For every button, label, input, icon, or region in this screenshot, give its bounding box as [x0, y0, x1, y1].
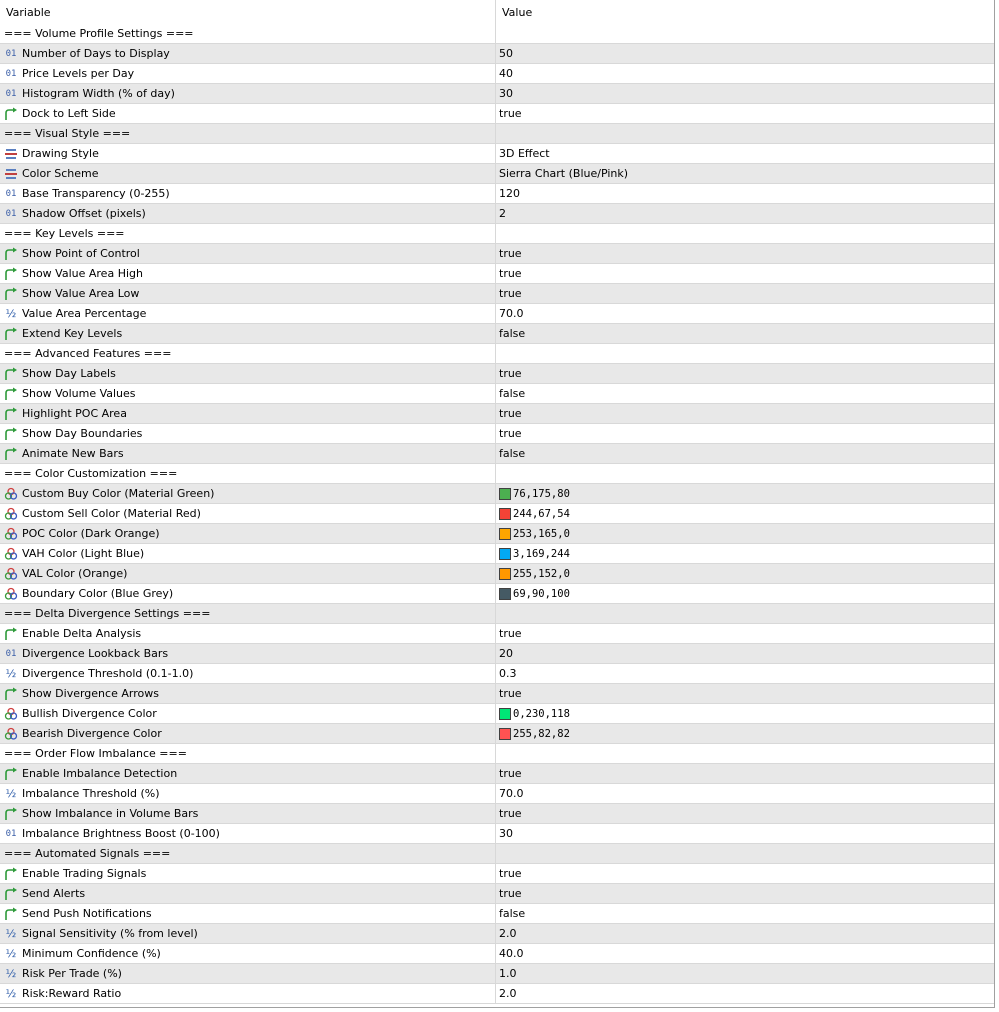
variable-cell — [0, 164, 496, 183]
value-cell[interactable] — [496, 144, 994, 163]
input-row[interactable] — [0, 204, 994, 224]
variable-label: Histogram Width (% of day) — [22, 86, 175, 100]
double-type-icon: ½ — [5, 986, 17, 1000]
value-cell[interactable] — [496, 84, 994, 103]
input-row[interactable] — [0, 504, 994, 524]
variable-cell — [0, 204, 496, 223]
input-row[interactable] — [0, 144, 994, 164]
value-text[interactable]: 70.0 — [499, 306, 524, 320]
input-row[interactable] — [0, 964, 994, 984]
variable-cell — [0, 804, 496, 823]
input-row[interactable] — [0, 44, 994, 64]
variable-cell — [0, 64, 496, 83]
value-cell — [496, 604, 994, 623]
variable-label: === Delta Divergence Settings === — [4, 606, 211, 620]
variable-label: VAH Color (Light Blue) — [22, 546, 145, 560]
integer-type-icon: 01 — [5, 188, 17, 199]
double-type-icon: ½ — [5, 946, 17, 960]
input-row[interactable] — [0, 704, 994, 724]
variable-cell — [0, 664, 496, 683]
boolean-type-icon — [3, 246, 19, 262]
value-cell[interactable] — [496, 704, 994, 723]
variable-label: Number of Days to Display — [22, 46, 170, 60]
value-text[interactable]: true — [499, 106, 522, 120]
value-text[interactable]: 40 — [499, 66, 513, 80]
value-cell[interactable] — [496, 304, 994, 323]
value-text[interactable]: 2.0 — [499, 926, 517, 940]
color-type-icon — [3, 486, 19, 502]
input-row[interactable] — [0, 824, 994, 844]
value-text[interactable]: true — [499, 366, 522, 380]
variable-label: Enable Trading Signals — [22, 866, 147, 880]
input-row[interactable] — [0, 84, 994, 104]
variable-cell — [0, 284, 496, 303]
variable-cell — [0, 544, 496, 563]
variable-label: Divergence Threshold (0.1-1.0) — [22, 666, 194, 680]
value-text[interactable]: true — [499, 886, 522, 900]
value-cell — [496, 124, 994, 143]
value-cell — [496, 844, 994, 863]
value-text[interactable]: true — [499, 686, 522, 700]
integer-type-icon: 01 — [5, 828, 17, 839]
variable-cell — [0, 404, 496, 423]
variable-label: Show Day Boundaries — [22, 426, 143, 440]
variable-cell — [0, 304, 496, 323]
variable-cell — [0, 524, 496, 543]
value-text[interactable]: 253,165,0 — [513, 527, 570, 540]
boolean-type-icon — [3, 806, 19, 822]
variable-label: Custom Sell Color (Material Red) — [22, 506, 201, 520]
boolean-type-icon — [3, 686, 19, 702]
value-cell[interactable] — [496, 784, 994, 803]
variable-label: Imbalance Brightness Boost (0-100) — [22, 826, 220, 840]
variable-label: Value Area Percentage — [22, 306, 147, 320]
color-type-icon — [3, 506, 19, 522]
boolean-type-icon — [3, 366, 19, 382]
variable-label: Dock to Left Side — [22, 106, 116, 120]
boolean-type-icon — [3, 386, 19, 402]
section-header-row[interactable] — [0, 744, 994, 764]
input-row[interactable] — [0, 884, 994, 904]
input-row[interactable] — [0, 444, 994, 464]
variable-label: Bearish Divergence Color — [22, 726, 162, 740]
value-text[interactable]: true — [499, 806, 522, 820]
value-text[interactable]: 244,67,54 — [513, 507, 570, 520]
variable-cell — [0, 964, 496, 983]
value-cell[interactable] — [496, 44, 994, 63]
input-row[interactable] — [0, 764, 994, 784]
boolean-type-icon — [3, 626, 19, 642]
input-row[interactable] — [0, 264, 994, 284]
boolean-type-icon — [3, 266, 19, 282]
variable-label: Show Point of Control — [22, 246, 140, 260]
variable-cell — [0, 184, 496, 203]
double-type-icon: ½ — [5, 926, 17, 940]
color-swatch[interactable] — [499, 548, 511, 560]
variable-cell — [0, 584, 496, 603]
variable-cell — [0, 824, 496, 843]
section-header-row[interactable] — [0, 344, 994, 364]
integer-type-icon: 01 — [5, 648, 17, 659]
value-cell[interactable] — [496, 544, 994, 563]
value-text[interactable]: false — [499, 386, 526, 400]
input-row[interactable] — [0, 64, 994, 84]
color-swatch[interactable] — [499, 568, 511, 580]
value-cell[interactable] — [496, 664, 994, 683]
variable-label: Show Volume Values — [22, 386, 136, 400]
input-row[interactable] — [0, 424, 994, 444]
value-cell[interactable] — [496, 824, 994, 843]
variable-label: Risk:Reward Ratio — [22, 986, 122, 1000]
variable-label: === Color Customization === — [4, 466, 178, 480]
color-swatch[interactable] — [499, 588, 511, 600]
value-text[interactable]: 30 — [499, 86, 513, 100]
variable-cell — [0, 724, 496, 743]
double-type-icon: ½ — [5, 966, 17, 980]
value-text[interactable]: true — [499, 426, 522, 440]
input-row[interactable] — [0, 104, 994, 124]
input-row[interactable] — [0, 664, 994, 684]
value-text[interactable]: 2 — [499, 206, 506, 220]
value-cell[interactable] — [496, 364, 994, 383]
double-type-icon: ½ — [5, 666, 17, 680]
boolean-type-icon — [3, 106, 19, 122]
variable-label: Show Divergence Arrows — [22, 686, 159, 700]
variable-cell — [0, 504, 496, 523]
variable-label: Color Scheme — [22, 166, 99, 180]
input-row[interactable] — [0, 944, 994, 964]
value-text[interactable]: 255,152,0 — [513, 567, 570, 580]
variable-cell — [0, 864, 496, 883]
variable-cell — [0, 264, 496, 283]
color-swatch[interactable] — [499, 528, 511, 540]
boolean-type-icon — [3, 326, 19, 342]
input-row[interactable] — [0, 484, 994, 504]
variable-cell — [0, 644, 496, 663]
value-cell[interactable] — [496, 264, 994, 283]
value-cell[interactable] — [496, 244, 994, 263]
value-cell[interactable] — [496, 884, 994, 903]
boolean-type-icon — [3, 766, 19, 782]
value-text[interactable]: 3D Effect — [499, 146, 550, 160]
value-cell[interactable] — [496, 444, 994, 463]
boolean-type-icon — [3, 866, 19, 882]
input-row[interactable] — [0, 624, 994, 644]
value-cell — [496, 224, 994, 243]
value-text[interactable]: Sierra Chart (Blue/Pink) — [499, 166, 629, 180]
input-row[interactable] — [0, 324, 994, 344]
variable-cell — [0, 364, 496, 383]
variable-cell — [0, 944, 496, 963]
value-cell[interactable] — [496, 764, 994, 783]
integer-type-icon: 01 — [5, 88, 17, 99]
variable-cell — [0, 604, 496, 623]
variable-label: Divergence Lookback Bars — [22, 646, 169, 660]
input-row[interactable] — [0, 924, 994, 944]
variable-cell — [0, 564, 496, 583]
variable-label: Animate New Bars — [22, 446, 124, 460]
integer-type-icon: 01 — [5, 68, 17, 79]
variable-label: Show Day Labels — [22, 366, 116, 380]
value-cell[interactable] — [496, 804, 994, 823]
value-text[interactable]: false — [499, 906, 526, 920]
variable-cell — [0, 104, 496, 123]
boolean-type-icon — [3, 906, 19, 922]
integer-type-icon: 01 — [5, 48, 17, 59]
color-swatch[interactable] — [499, 728, 511, 740]
input-row[interactable] — [0, 524, 994, 544]
table-body — [0, 24, 994, 1004]
input-row[interactable] — [0, 244, 994, 264]
variable-cell — [0, 764, 496, 783]
input-row[interactable] — [0, 584, 994, 604]
section-header-row[interactable] — [0, 124, 994, 144]
color-swatch[interactable] — [499, 708, 511, 720]
value-text[interactable]: 2.0 — [499, 986, 517, 1000]
value-text[interactable]: true — [499, 246, 522, 260]
input-row[interactable] — [0, 904, 994, 924]
value-cell[interactable] — [496, 564, 994, 583]
variable-label: Price Levels per Day — [22, 66, 135, 80]
integer-type-icon: 01 — [5, 208, 17, 219]
variable-label: VAL Color (Orange) — [22, 566, 128, 580]
value-cell[interactable] — [496, 584, 994, 603]
input-row[interactable] — [0, 984, 994, 1004]
value-cell[interactable] — [496, 204, 994, 223]
value-text[interactable]: 50 — [499, 46, 513, 60]
variable-label: POC Color (Dark Orange) — [22, 526, 160, 540]
value-text[interactable]: 255,82,82 — [513, 727, 570, 740]
variable-cell — [0, 224, 496, 243]
variable-cell — [0, 44, 496, 63]
value-text[interactable]: 3,169,244 — [513, 547, 570, 560]
value-text[interactable]: 40.0 — [499, 946, 524, 960]
variable-cell — [0, 784, 496, 803]
value-text[interactable]: true — [499, 406, 522, 420]
value-cell — [496, 344, 994, 363]
input-row[interactable] — [0, 164, 994, 184]
value-text[interactable]: false — [499, 446, 526, 460]
enum-type-icon — [3, 146, 19, 162]
value-cell[interactable] — [496, 624, 994, 643]
value-text[interactable]: 70.0 — [499, 786, 524, 800]
variable-cell — [0, 704, 496, 723]
value-cell[interactable] — [496, 904, 994, 923]
input-row[interactable] — [0, 784, 994, 804]
variable-cell — [0, 384, 496, 403]
variable-cell — [0, 124, 496, 143]
input-row[interactable] — [0, 304, 994, 324]
value-cell[interactable] — [496, 684, 994, 703]
input-row[interactable] — [0, 284, 994, 304]
value-cell[interactable] — [496, 164, 994, 183]
variable-label: Enable Imbalance Detection — [22, 766, 178, 780]
variable-label: Send Push Notifications — [22, 906, 152, 920]
variable-cell — [0, 744, 496, 763]
value-text[interactable]: true — [499, 266, 522, 280]
value-cell[interactable] — [496, 864, 994, 883]
variable-cell — [0, 24, 496, 43]
variable-label: Show Imbalance in Volume Bars — [22, 806, 199, 820]
value-cell[interactable] — [496, 404, 994, 423]
color-type-icon — [3, 546, 19, 562]
value-cell[interactable] — [496, 184, 994, 203]
variable-label: === Volume Profile Settings === — [4, 26, 194, 40]
variable-label: Bullish Divergence Color — [22, 706, 157, 720]
color-type-icon — [3, 566, 19, 582]
variable-cell — [0, 144, 496, 163]
variable-cell — [0, 844, 496, 863]
value-text[interactable]: 0,230,118 — [513, 707, 570, 720]
value-cell[interactable] — [496, 924, 994, 943]
value-text[interactable]: 76,175,80 — [513, 487, 570, 500]
value-cell[interactable] — [496, 964, 994, 983]
boolean-type-icon — [3, 426, 19, 442]
variable-label: === Key Levels === — [4, 226, 125, 240]
variable-cell — [0, 924, 496, 943]
variable-label: Highlight POC Area — [22, 406, 127, 420]
variable-label: === Order Flow Imbalance === — [4, 746, 187, 760]
variable-label: Shadow Offset (pixels) — [22, 206, 146, 220]
value-text[interactable]: 69,90,100 — [513, 587, 570, 600]
value-cell[interactable] — [496, 64, 994, 83]
input-row[interactable] — [0, 684, 994, 704]
enum-type-icon — [3, 166, 19, 182]
value-text[interactable]: false — [499, 326, 526, 340]
variable-cell — [0, 884, 496, 903]
table-header — [0, 0, 994, 24]
input-row[interactable] — [0, 644, 994, 664]
variable-cell — [0, 244, 496, 263]
value-cell[interactable] — [496, 424, 994, 443]
double-type-icon: ½ — [5, 306, 17, 320]
variable-cell — [0, 324, 496, 343]
value-text[interactable]: true — [499, 866, 522, 880]
color-type-icon — [3, 526, 19, 542]
column-header-variable[interactable]: Variable — [0, 0, 496, 24]
value-text[interactable]: true — [499, 766, 522, 780]
value-cell[interactable] — [496, 324, 994, 343]
boolean-type-icon — [3, 406, 19, 422]
variable-cell — [0, 444, 496, 463]
variable-label: Enable Delta Analysis — [22, 626, 142, 640]
boolean-type-icon — [3, 286, 19, 302]
section-header-row[interactable] — [0, 464, 994, 484]
variable-label: Drawing Style — [22, 146, 99, 160]
variable-cell — [0, 464, 496, 483]
section-header-row[interactable] — [0, 24, 994, 44]
value-cell[interactable] — [496, 104, 994, 123]
variable-cell — [0, 84, 496, 103]
variable-label: Boundary Color (Blue Grey) — [22, 586, 174, 600]
value-text[interactable]: 20 — [499, 646, 513, 660]
variable-label: === Advanced Features === — [4, 346, 172, 360]
value-cell — [496, 744, 994, 763]
value-text[interactable]: 120 — [499, 186, 520, 200]
color-swatch[interactable] — [499, 488, 511, 500]
value-text[interactable]: 0.3 — [499, 666, 517, 680]
variable-cell — [0, 684, 496, 703]
boolean-type-icon — [3, 446, 19, 462]
column-header-value[interactable]: Value — [502, 6, 533, 19]
value-text[interactable]: 30 — [499, 826, 513, 840]
variable-cell — [0, 624, 496, 643]
value-cell — [496, 464, 994, 483]
variable-label: === Visual Style === — [4, 126, 131, 140]
value-cell[interactable] — [496, 984, 994, 1003]
value-text[interactable]: true — [499, 626, 522, 640]
value-text[interactable]: 1.0 — [499, 966, 517, 980]
color-type-icon — [3, 706, 19, 722]
value-cell[interactable] — [496, 384, 994, 403]
variable-label: Signal Sensitivity (% from level) — [22, 926, 198, 940]
value-cell[interactable] — [496, 944, 994, 963]
input-row[interactable] — [0, 724, 994, 744]
double-type-icon: ½ — [5, 786, 17, 800]
variable-label: Base Transparency (0-255) — [22, 186, 170, 200]
value-cell[interactable] — [496, 284, 994, 303]
variable-label: Minimum Confidence (%) — [22, 946, 161, 960]
variable-label: Imbalance Threshold (%) — [22, 786, 160, 800]
variable-cell — [0, 344, 496, 363]
color-swatch[interactable] — [499, 508, 511, 520]
color-type-icon — [3, 586, 19, 602]
section-header-row[interactable] — [0, 844, 994, 864]
variable-label: Show Value Area High — [22, 266, 143, 280]
variable-label: Custom Buy Color (Material Green) — [22, 486, 215, 500]
boolean-type-icon — [3, 886, 19, 902]
value-text[interactable]: true — [499, 286, 522, 300]
variable-label: Send Alerts — [22, 886, 86, 900]
value-cell[interactable] — [496, 644, 994, 663]
input-row[interactable] — [0, 864, 994, 884]
variable-cell — [0, 424, 496, 443]
section-header-row[interactable] — [0, 604, 994, 624]
section-header-row[interactable] — [0, 224, 994, 244]
variable-label: Risk Per Trade (%) — [22, 966, 122, 980]
input-row[interactable] — [0, 404, 994, 424]
value-cell[interactable] — [496, 504, 994, 523]
value-cell — [496, 24, 994, 43]
input-row[interactable] — [0, 184, 994, 204]
variable-cell — [0, 904, 496, 923]
value-cell[interactable] — [496, 524, 994, 543]
input-row[interactable] — [0, 804, 994, 824]
value-cell[interactable] — [496, 724, 994, 743]
input-row[interactable] — [0, 564, 994, 584]
input-row[interactable] — [0, 544, 994, 564]
variable-cell — [0, 984, 496, 1003]
value-cell[interactable] — [496, 484, 994, 503]
input-row[interactable] — [0, 364, 994, 384]
variable-label: === Automated Signals === — [4, 846, 171, 860]
variable-cell — [0, 484, 496, 503]
variable-label: Show Value Area Low — [22, 286, 140, 300]
variable-label: Extend Key Levels — [22, 326, 123, 340]
color-type-icon — [3, 726, 19, 742]
input-row[interactable] — [0, 384, 994, 404]
